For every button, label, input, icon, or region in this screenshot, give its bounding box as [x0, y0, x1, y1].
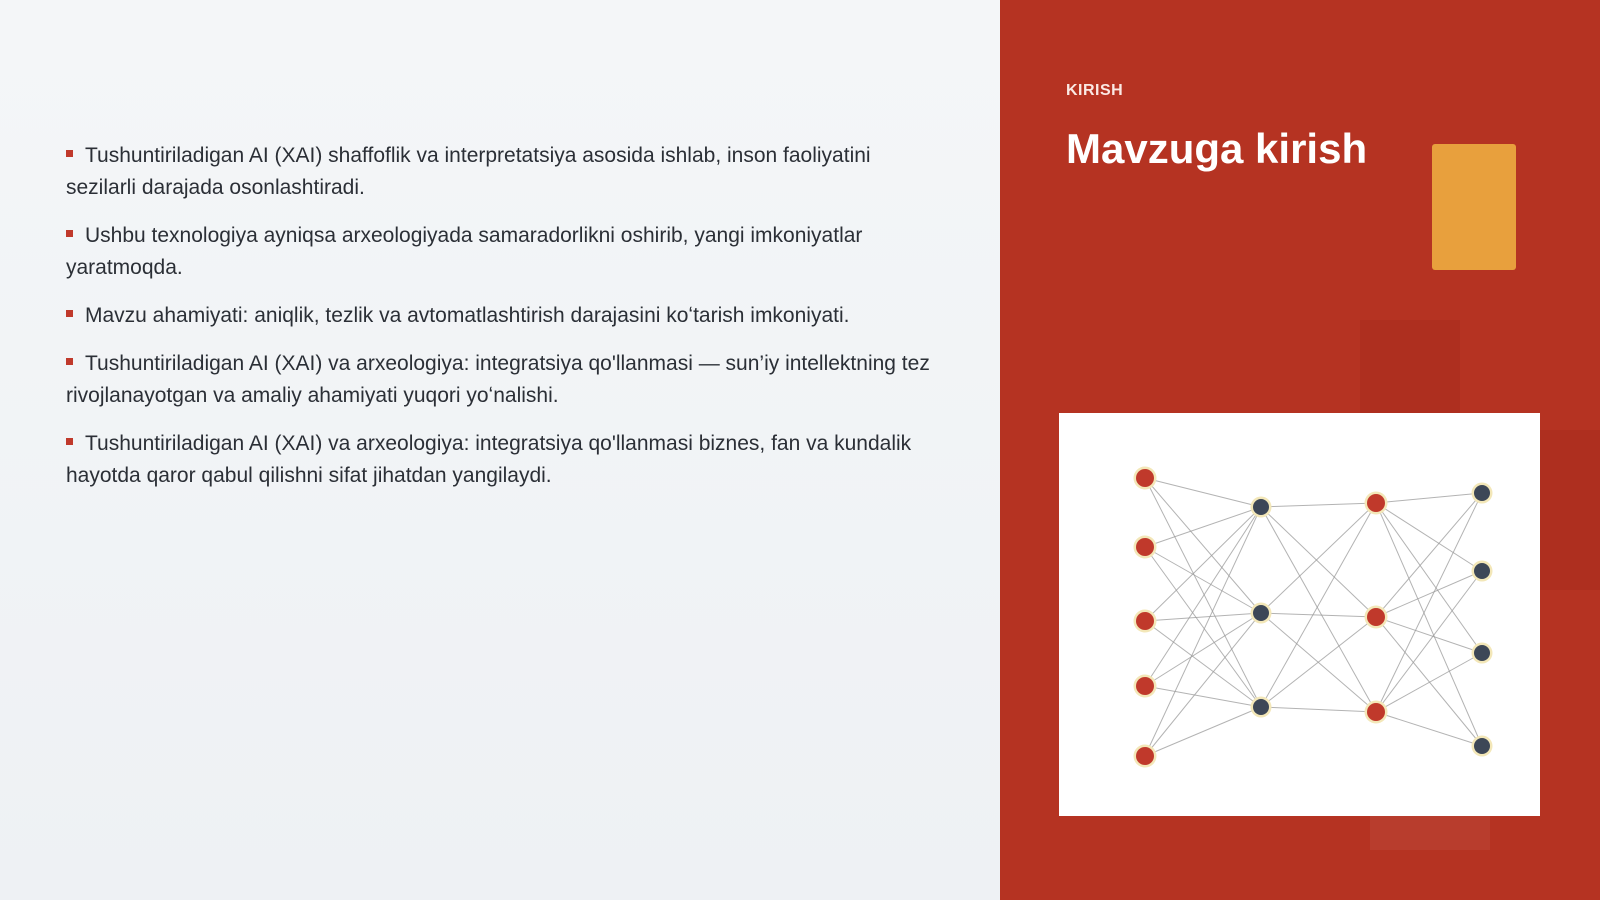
network-edge	[1261, 507, 1376, 617]
network-node	[1136, 747, 1154, 765]
network-edge	[1145, 547, 1261, 707]
bullet-text: Ushbu texnologiya ayniqsa arxeologiyada samaradorlikni oshirib, yangi imkoniyatlar yaratmoqda.	[66, 224, 863, 279]
network-node	[1474, 645, 1490, 661]
network-edge	[1145, 707, 1261, 756]
accent-rectangle	[1432, 144, 1516, 270]
network-edge	[1261, 507, 1376, 712]
bullet-text: Tushuntiriladigan AI (XAI) va arxeologiya: integratsiya qo'llanmasi biznes, fan va kundalik hayotda qaror qabul qilishni sifat jihatdan yangilaydi.	[66, 432, 912, 487]
network-edge	[1145, 547, 1261, 613]
network-edge	[1261, 617, 1376, 707]
network-edge	[1376, 617, 1482, 653]
neural-network-image	[1059, 413, 1540, 816]
bullet-item	[66, 140, 946, 204]
network-node	[1474, 738, 1490, 754]
network-node	[1136, 469, 1154, 487]
network-edge	[1376, 503, 1482, 571]
bullet-item	[66, 428, 946, 492]
network-edge	[1376, 712, 1482, 746]
bullet-marker	[66, 310, 73, 317]
network-edge	[1145, 613, 1261, 686]
bullet-item	[66, 348, 946, 412]
network-edge	[1261, 503, 1376, 613]
slide-title: Mavzuga kirish	[1066, 125, 1368, 172]
bullet-text: Mavzu ahamiyati: aniqlik, tezlik va avtomatlashtirish darajasini koʻtarish imkoniyati.	[85, 304, 850, 327]
network-edge	[1261, 503, 1376, 707]
network-edge	[1145, 507, 1261, 686]
network-node	[1474, 485, 1490, 501]
network-node	[1367, 703, 1385, 721]
network-node	[1136, 538, 1154, 556]
network-edge	[1376, 571, 1482, 712]
network-edge	[1376, 493, 1482, 503]
network-node	[1136, 677, 1154, 695]
bullet-item	[66, 300, 946, 332]
network-node	[1136, 612, 1154, 630]
network-edge	[1376, 493, 1482, 617]
network-node	[1367, 494, 1385, 512]
title-panel	[1000, 0, 1600, 900]
section-label: KIRISH	[1066, 82, 1124, 99]
network-edge	[1145, 613, 1261, 621]
bullet-item	[66, 220, 946, 284]
bullet-marker	[66, 358, 73, 365]
bullet-list	[66, 140, 946, 508]
network-node	[1253, 499, 1269, 515]
network-edge	[1376, 653, 1482, 712]
network-edge	[1145, 686, 1261, 707]
network-node	[1474, 563, 1490, 579]
bullet-marker	[66, 230, 73, 237]
bullet-text: Tushuntiriladigan AI (XAI) shaffoflik va interpretatsiya asosida ishlab, inson faoliyatini sezilarli darajada osonlashtiradi.	[66, 144, 871, 199]
network-node	[1253, 699, 1269, 715]
network-node	[1253, 605, 1269, 621]
bullet-marker	[66, 438, 73, 445]
network-edge	[1376, 503, 1482, 746]
bullet-text: Tushuntiriladigan AI (XAI) va arxeologiya: integratsiya qo'llanmasi — sun’iy intellektning tez rivojlanayotgan va amaliy ahamiyati yuqori yoʻnalishi.	[66, 352, 930, 407]
network-edge	[1145, 507, 1261, 621]
background-block	[1530, 430, 1600, 590]
network-edge	[1376, 617, 1482, 746]
network-edge	[1145, 507, 1261, 756]
network-edge	[1261, 503, 1376, 507]
network-edge	[1261, 707, 1376, 712]
bullet-marker	[66, 150, 73, 157]
network-node	[1367, 608, 1385, 626]
network-edge	[1145, 478, 1261, 507]
network-edge	[1261, 613, 1376, 617]
neural-network-diagram	[1059, 413, 1540, 816]
